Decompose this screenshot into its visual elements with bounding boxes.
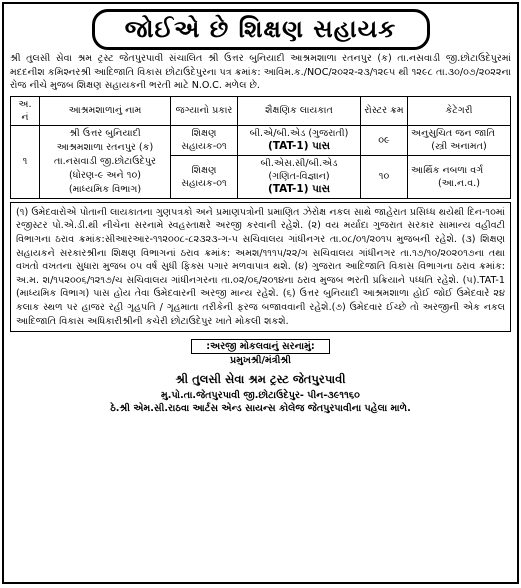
instructions-text: (૧) ઉમેદવારોએ પોતાની લાયકાતના ગુણપત્રકો અને પ્રમાણપત્રોની પ્રમાણિત ઝેરોક્ષ નકલ સાથે જાહેરાત પ્રસિધ્ધ થયેથી દિન-૧૦માં રજીસ્ટર પો.એ.ડી.થી નીચેના સરનામે સ્વહસ્તાક્ષરે અરજી કરવાની રહેશે. (૨) વય મર્યાદા ગુજરાત સરકાર સામાન્ય વહીવટી વિભાગના ઠરાવ ક્રમાંક:સીઆરઆર-૧૧૨૦૦૮-૮૨૩૨૩-ગ-૫ સચિવાલય ગાંધીનગર તા.૦૮/૦૧/૨૦૧૫ મુજબની રહેશે. (૩) શિક્ષણ સહાયકને સરકારશ્રીના શિક્ષણ વિભાગનાં ઠરાવ ક્રમાંક: અમશ/૧૧૧૫/૨૨/ગ સચિવાલય ગાંધીનગર તા.૧૭/૧૦/૨૦૨૦૧૭ના તથા વખતો વખતના સુધારા મુજબ ૦૫ વર્ષ સુધી ફિક્સ પગાર મળવાપાત્ર થશે. (૪) ગુજરાત આદિજાતિ વિકાસ વિભાગના ઠરાવ ક્રમાંક: અ.મ. શ/૧૫૨૦૦૬/૧૨૧૭/ચ સચિવાલય ગાંધીનગરના તા.૦૨/૦૬/૨૦૧૪ના ઠરાવ મુજબ ભરતી પ્રક્રિયાને પધ્ધતિ રહેશે. (૫).TAT-1 (માધ્યમિક વિભાગ) પાસ હોય તેવા ઉમેદવારની અરજી માન્ય રહેશે. (૬) ઉત્તર બુનિયાદી આશ્રમશાળા હોઈ જોઈ ઉમેદવારે ૨૪ કલાક સ્થળ પર હાજર રહી ગૃહપતિ / ગૃહમાતા તરીકેની ફરજ બજાવવાની રહેશે.(૭) ઉમેદવાર ઈચ્છે તો અરજીની એક નકલ આદિજાતિ વિકાસ અધિકારીશ્રીની કચેરી છોટાઉદેપુર ખાતે મોકલી શકશે.	[16, 206, 505, 327]
header-qualification: શૈક્ષણિક લાયકાત	[238, 96, 361, 125]
school-cell	[40, 125, 171, 198]
category-line: (સ્ત્રી અનામત)	[431, 141, 487, 153]
header-post: જગ્યાનો પ્રકાર	[171, 96, 238, 125]
post-line: સહાયક-૦૧	[181, 177, 227, 189]
qualification-cell	[238, 125, 361, 155]
signatory: પ્રમુખશ્રી/મંત્રીશ્રી	[230, 355, 291, 367]
school-line: (માધ્યમિક વિભાગ)	[68, 183, 142, 195]
post-line: શિક્ષણ	[191, 164, 217, 176]
qualification-line: બી.એ/બી.એડ (ગુજરાતી)	[249, 128, 349, 140]
intro-paragraph: શ્રી તુલસી સેવા શ્રમ ટ્રસ્ટ જેતપુરપાવી સંચાલિત શ્રી ઉત્તર બુનિયાદી આશ્રમશાળા રતનપુર (ક) તા.નસવાડી જી.છોટાઉદેપુરમાં મદદનીશ કમિશ્નરશ્રી આદિજાતિ વિકાસ છોટાઉદેપુરના પત્ર ક્રમાંક: આવિમ.ક./NOC/૨૦૨૨-૨૩/૧૨૯૫ થી ૧૨૯૮ તા.૩૦/૦૭/૨૦૨૨ના રોજ નીચે મુજબ શિક્ષણ સહાયકની ભરતી માટે N.O.C. મળેલ છે.	[10, 53, 511, 92]
vacancy-table	[10, 96, 511, 199]
qualification-line: (TAT-1) પાસ	[267, 140, 331, 153]
qualification-line: બી.એસ.સી/બી.એડ	[260, 158, 338, 170]
category-line: આર્થિક નબળા વર્ગ	[411, 164, 484, 176]
post-line: શિક્ષણ	[191, 128, 217, 140]
category-line: અનુસુચિત જન જાતિ	[411, 128, 495, 140]
sr-cell: ૧	[11, 125, 40, 198]
category-cell	[408, 125, 511, 155]
qualification-cell	[238, 155, 361, 198]
qualification-line: (ગણિત-વિજ્ઞાન)	[268, 171, 330, 183]
school-line: આશ્રમશાળા રતનપુર (ક)	[56, 141, 154, 153]
qualification-line: (TAT-1) પાસ	[267, 183, 331, 196]
school-line: (ધોરણ-૯ અને ૧૦)	[69, 169, 141, 181]
address-line: ઠે.શ્રી એમ.સી.રાઠવા આર્ટસ એન્ડ સાયન્સ કોલેજ જેતપુરપાવીના પહેલા માળે.	[110, 403, 411, 415]
category-line: (આ.ન.વ.)	[438, 177, 480, 189]
notice-title: જોઈએ છે શિક્ષણ સહાયક	[92, 9, 430, 50]
instructions-box	[10, 202, 511, 332]
school-line: શ્રી ઉત્તર બુનિયાદી	[69, 127, 141, 139]
header-category: કેટેગરી	[408, 96, 511, 125]
trust-name: શ્રી તુલસી સેવા શ્રમ ટ્રસ્ટ જેતપુરપાવી	[175, 372, 346, 387]
roster-cell: ૧૦	[361, 155, 408, 198]
notice-page	[2, 2, 519, 584]
header-roster: રોસ્ટર ક્રમ	[361, 96, 408, 125]
table-row	[11, 125, 511, 155]
post-cell	[171, 125, 238, 155]
table-header-row	[11, 96, 511, 125]
header-sr: અ. નં	[11, 96, 40, 125]
category-cell	[408, 155, 511, 198]
post-line: સહાયક-૦૧	[181, 141, 227, 153]
footer	[10, 334, 511, 415]
school-line: તા.નસવાડી જી.છોટાઉદેપુર	[53, 155, 157, 167]
post-cell	[171, 155, 238, 198]
title-area	[10, 8, 511, 50]
header-school: આશ્રમશાળાનું નામ	[40, 96, 171, 125]
address-line: મુ.પો.તા.જેતપુરપાવી જી.છોટાઉદેપુર- પીન-૩૯૧૧૬૦	[161, 390, 360, 402]
send-address-label: :અરજી મોકલવાનું સરનામું:	[191, 339, 330, 354]
roster-cell: ૦૯	[361, 125, 408, 155]
